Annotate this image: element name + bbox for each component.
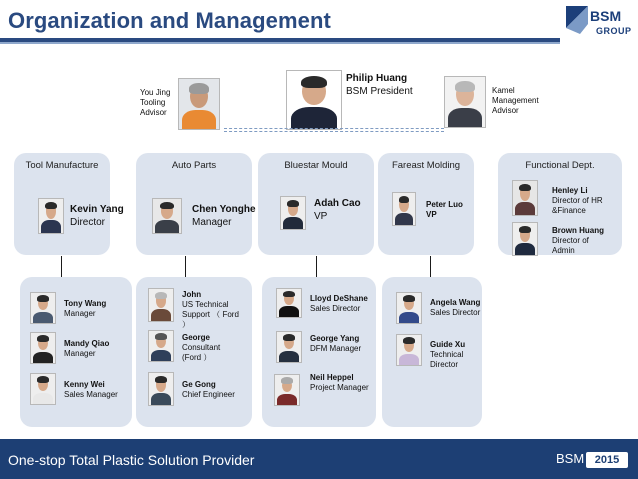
advisor-left-label	[140, 88, 170, 118]
advisor-left-line1: You Jing	[140, 88, 171, 97]
member-name: Mandy Qiao	[64, 339, 110, 348]
team-member	[430, 298, 480, 318]
member-role-line: Technical	[430, 350, 464, 359]
henley-li-photo	[512, 180, 538, 216]
team-member	[430, 340, 465, 370]
member-role: DFM Manager	[310, 344, 362, 353]
division-lead	[192, 203, 256, 229]
advisor-right-line3: Advisor	[492, 106, 519, 115]
peter-luo-photo	[392, 192, 416, 226]
person-role-line: &Finance	[552, 206, 586, 215]
lead-role: VP	[426, 210, 437, 219]
division-lead	[314, 197, 361, 223]
kevin-yang-photo	[38, 198, 64, 234]
footer-year-badge: 2015	[586, 452, 628, 468]
member-role-line: (Ford ）	[182, 353, 212, 362]
member-role-line: Consultant	[182, 343, 221, 352]
advisor-right-line1: Kamel	[492, 86, 515, 95]
tony-wang-photo	[30, 292, 56, 324]
lead-name: Adah Cao	[314, 198, 361, 209]
page-title: Organization and Management	[8, 8, 331, 33]
connector-line	[61, 256, 62, 277]
advisor-right-line2: Management	[492, 96, 539, 105]
member-name: Lloyd DeShane	[310, 294, 368, 303]
division-label: Functional Dept.	[525, 160, 595, 171]
member-role-line: Support （ Ford	[182, 310, 239, 319]
division-label: Bluestar Mould	[284, 160, 348, 171]
member-role: Sales Manager	[64, 390, 118, 399]
president-photo	[286, 70, 342, 130]
lead-role: Manager	[192, 217, 232, 228]
member-name: George	[182, 333, 211, 342]
lead-name: Kevin Yang	[70, 204, 124, 215]
member-name: Angela Wang	[430, 298, 481, 307]
team-member	[182, 380, 235, 400]
division-label: Fareast Molding	[391, 160, 461, 171]
member-name: Neil Heppel	[310, 373, 354, 382]
angela-wang-photo	[396, 292, 422, 324]
president-name: Philip Huang	[346, 73, 408, 84]
mandy-qiao-photo	[30, 332, 56, 364]
member-name: Ge Gong	[182, 380, 216, 389]
lead-name: Chen Yonghe	[192, 204, 256, 215]
neil-heppel-photo	[274, 374, 300, 406]
chen-yonghe-photo	[152, 198, 182, 234]
member-name: John	[182, 290, 202, 299]
member-name: Kenny Wei	[64, 380, 105, 389]
president-label	[346, 72, 413, 98]
division-lead	[70, 203, 124, 229]
president-role: BSM President	[346, 86, 413, 97]
advisor-right-label	[492, 86, 539, 116]
footer-tagline: One-stop Total Plastic Solution Provider	[8, 452, 255, 468]
connector-line	[185, 256, 186, 277]
member-name: Guide Xu	[430, 340, 466, 349]
connector-line	[430, 256, 431, 277]
kenny-wei-photo	[30, 373, 56, 405]
person-name: Henley Li	[552, 186, 588, 195]
advisor-left-photo	[178, 78, 220, 130]
person-name: Brown Huang	[552, 226, 604, 235]
member-role-line: Director	[430, 360, 459, 369]
member-name: Tony Wang	[64, 299, 107, 308]
person-role-line: Director of HR	[552, 196, 603, 205]
adah-cao-photo	[280, 196, 306, 230]
member-role: Manager	[64, 309, 96, 318]
ge-gong-photo	[148, 372, 174, 406]
team-member	[310, 334, 361, 354]
member-role: Project Manager	[310, 383, 369, 392]
george-photo	[148, 330, 174, 362]
member-role: Sales Director	[310, 304, 361, 313]
guide-xu-photo	[396, 334, 422, 366]
team-member	[310, 373, 369, 393]
division-lead	[426, 200, 463, 220]
footer-brand: BSM	[556, 451, 585, 466]
member-role-line: Chief Engineer	[182, 390, 235, 399]
functional-person	[552, 226, 604, 256]
connector-line	[316, 256, 317, 277]
team-member	[182, 333, 220, 363]
advisor-left-line2: Tooling	[140, 98, 166, 107]
member-name: George Yang	[310, 334, 360, 343]
member-role-line: US Technical	[182, 300, 229, 309]
lloyd-deshane-photo	[276, 288, 302, 318]
lead-role: VP	[314, 211, 328, 222]
advisor-left-line3: Advisor	[140, 108, 167, 117]
team-member	[64, 380, 118, 400]
john-photo	[148, 288, 174, 322]
lead-role: Director	[70, 217, 106, 228]
advisor-connector	[224, 128, 444, 132]
team-member	[182, 290, 239, 330]
team-member	[310, 294, 368, 314]
team-member	[64, 299, 106, 319]
logo-subtext: GROUP	[596, 26, 632, 36]
logo-text: BSM	[590, 8, 622, 24]
brown-huang-photo	[512, 222, 538, 256]
member-role: Sales Director	[430, 308, 481, 317]
person-role-line: Director of	[552, 236, 589, 245]
member-role-line: ）	[182, 320, 190, 329]
division-label: Auto Parts	[171, 160, 217, 171]
advisor-right-photo	[444, 76, 486, 128]
team-member	[64, 339, 109, 359]
lead-name: Peter Luo	[426, 200, 463, 209]
division-label: Tool Manufacture	[25, 160, 99, 171]
george-yang-photo	[276, 331, 302, 363]
person-role-line: Admin	[552, 246, 575, 255]
member-role: Manager	[64, 349, 96, 358]
header-rule-light	[0, 42, 560, 44]
functional-person	[552, 186, 603, 216]
